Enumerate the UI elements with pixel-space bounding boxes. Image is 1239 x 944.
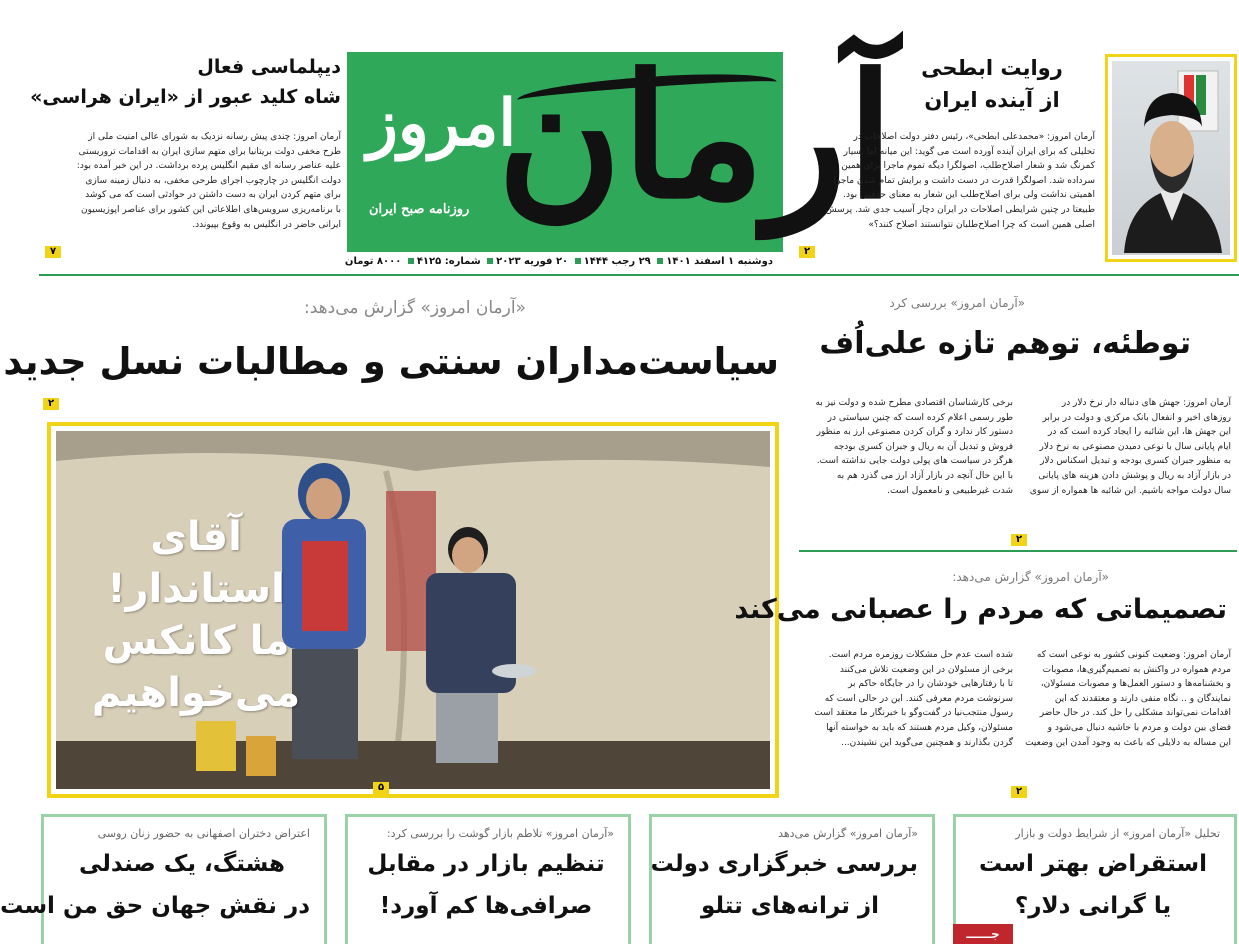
- angry-line: رسول منتجب‌نیا در گفت‌وگو با خبرنگار ما معتقد است: [814, 708, 1013, 719]
- abtahi-body-line: طبیعتا در چنین شرایطی اصلاحات در ایران دچار آسیب جدی شد. پرسش: [825, 204, 1095, 215]
- diplomacy-headline-2: شاه کلید عبور از «ایران هراسی»: [30, 86, 341, 108]
- bottom-box-kicker: اعتراض دختران اصفهانی به حضور زنان روسی: [97, 827, 310, 840]
- bottom-box-headline: تنظیم بازار در مقابل: [367, 851, 605, 877]
- aliyev-headline: توطئه، توهم تازه علی‌اُف: [819, 326, 1191, 361]
- aliyev-line: سال دولت مواجه باشیم. این شائبه ها همواره از سوی: [1029, 485, 1231, 496]
- bottom-box-kicker: «آرمان امروز» تلاطم بازار گوشت را بررسی کرد:: [386, 827, 614, 840]
- aliyev-page-badge: ۲: [1011, 534, 1027, 546]
- portrait-figure: [1114, 61, 1230, 253]
- aliyev-line: این جهش ها، این شائبه را ایجاد کرده است که در: [1048, 427, 1231, 438]
- angry-line: گردن بگذارند و همچنین می‌گوید این نشیندن...: [841, 737, 1013, 748]
- main-headline: سیاست‌مداران سنتی و مطالبات نسل جدید: [3, 340, 779, 383]
- angry-line: برخی از مسئولان در این وضعیت تلاش می‌کنند: [839, 664, 1013, 675]
- abtahi-body-line: تحلیلی که برای ایران آینده آورده است می گوید: این میانه اما بسیار: [843, 146, 1095, 157]
- angry-line: شده است عدم حل مشکلات روزمره مردم است.: [828, 650, 1013, 660]
- logo-main-text: آرمان: [497, 37, 895, 237]
- aliyev-col-left: [799, 396, 1013, 498]
- aliyev-line: به منظور جبران کسری بودجه و تبدیل اسکناس دلار: [1040, 456, 1231, 467]
- aliyev-line: آرمان امروز: جهش های دنباله دار نرخ دلار در: [1061, 398, 1231, 408]
- angry-col-left: [799, 648, 1013, 750]
- aliyev-line: روزهای اخیر و انفعال بانک مرکزی و دولت در برابر: [1042, 412, 1231, 423]
- masthead-logo: [347, 37, 895, 252]
- aliyev-line: در بازار آزاد به ریال و پوشش دادن هزینه های پایانی: [1038, 470, 1231, 481]
- abtahi-headline-2: از آینده ایران: [924, 88, 1060, 112]
- angry-col-right: [1025, 648, 1231, 750]
- diplomacy-body-line: با برنامه‌ریزی سرویس‌های اطلاعاتی این کشور برای عناصر اپوزیسیون: [80, 204, 341, 215]
- diplomacy-page-badge: ۷: [45, 246, 61, 258]
- photo-caption-line: می‌خواهیم: [91, 670, 301, 716]
- angry-line: اقدامات نمی‌تواند مشکلی را حل کند. در حال حاضر: [1039, 708, 1231, 719]
- aliyev-line: شدت غیرطبیعی و نامعمول است.: [887, 485, 1013, 496]
- diplomacy-body-line: علیه عناصر رسانه ای مقیم انگلیس پرده برداشت. در این خبر آمده بود:: [76, 161, 341, 172]
- diplomacy-body-line: ایرانی حاضر در انگلیس به وقوع بپیوندد.: [192, 219, 341, 230]
- watermark-logo: جــــــ: [953, 924, 1013, 944]
- abtahi-body-line: اصلی همین است که چرا اصلاح‌طلبان نتوانستند اصلاح کنند؟»: [868, 219, 1095, 230]
- abtahi-body-line: کمرنگ شد و شعار اصلاح‌طلب، اصولگرا دیگه تموم ماجرا برای همین: [841, 161, 1095, 172]
- aliyev-line: طور رسمی اعلام کرده است که چنین سیاستی در: [827, 412, 1013, 423]
- photo-caption-line: ما کانکس: [102, 618, 290, 664]
- bottom-box-loan: [953, 814, 1237, 944]
- photo-caption-line: استاندار!: [107, 566, 285, 612]
- bottom-box-headline: از ترانه‌های تتلو: [700, 893, 880, 919]
- photo-caption-line: آقای: [150, 514, 242, 560]
- aliyev-line: برخی کارشناسان اقتصادی مطرح شده و دولت نیز به: [815, 398, 1013, 408]
- abtahi-page-badge: ۲: [799, 246, 815, 258]
- angry-line: نمایندگان و .. نگاه منفی دارند و معتقدند که این: [1054, 693, 1231, 704]
- main-kicker: «آرمان امروز» گزارش می‌دهد:: [304, 298, 526, 318]
- angry-line: سرنوشت مردم معرفی کنند. این در حالی است که: [824, 693, 1013, 704]
- abtahi-body: [799, 130, 1095, 232]
- logo-tagline: روزنامه صبح ایران: [369, 202, 470, 217]
- photo-caption: [86, 511, 306, 719]
- angry-line: فضای بین دولت و مردم با حاشیه دنبال می‌شود و: [1047, 722, 1231, 733]
- angry-line: تا با رفتارهایی خودشان را در جایگاه حاکم بر: [848, 679, 1013, 690]
- angry-page-badge: ۲: [1011, 786, 1027, 798]
- date-hijri: ۲۹ رجب ۱۴۴۴: [583, 256, 651, 267]
- aliyev-kicker: «آرمان امروز» بررسی کرد: [889, 296, 1025, 310]
- angry-headline: تصمیماتی که مردم را عصبانی می‌کند: [734, 594, 1227, 625]
- bottom-box-headline: یا گرانی دلار؟: [1014, 893, 1172, 919]
- photo-frame: [47, 422, 779, 798]
- abtahi-headline-1: روایت ابطحی: [921, 56, 1063, 80]
- angry-line: این مساله به دلایلی که باعث به وجود آمدن این وضعیت: [1025, 737, 1231, 748]
- bottom-box-headline: استقراض بهتر است: [979, 851, 1207, 877]
- bottom-box-kicker: تحلیل «آرمان امروز» از شرایط دولت و بازار: [1015, 827, 1220, 840]
- dateline: [344, 256, 773, 267]
- bottom-box-headline: صرافی‌ها کم آورد!: [379, 893, 593, 919]
- aliyev-col-right: [1025, 396, 1231, 498]
- diplomacy-body-line: برای متهم کردن ایران به دست داشتن در حوادثی است که می کوشد: [85, 190, 341, 201]
- bottom-box-headline: در نقش جهان حق من است: [0, 893, 310, 919]
- bottom-box-kicker: «آرمان امروز» گزارش می‌دهد: [778, 827, 918, 840]
- portrait-frame: [1105, 54, 1237, 262]
- abtahi-body-line: سرداده شد. اصولگرا قدرت در دست داشت و برایش تمام شدن ماجرا: [833, 175, 1095, 186]
- abtahi-body-line: آرمان امروز: «محمدعلی ابطحی»، رئیس دفتر دولت اصلاحات در: [853, 132, 1095, 142]
- main-photo: [56, 431, 770, 789]
- main-page-badge: ۲: [43, 398, 59, 410]
- date-gregorian: ۲۰ فوریه ۲۰۲۳: [496, 256, 569, 267]
- price: ۸۰۰۰ تومان: [344, 256, 402, 267]
- aliyev-line: هرگز در سیاست های پولی دولت جایی نداشته است.: [816, 456, 1013, 467]
- portrait-image: [1112, 61, 1230, 255]
- diplomacy-body-line: آرمان امروز: چندی پیش رسانه نزدیک به شورای عالی امنیت ملی از: [88, 132, 341, 142]
- bottom-box-tataloo: [649, 814, 935, 944]
- aliyev-line: ایام پایانی سال با نوعی دمیدن مصنوعی به نرخ دلار: [1039, 441, 1231, 452]
- aliyev-line: دستور کار ندارد و گران کردن مصنوعی ارز به منظور: [816, 427, 1013, 438]
- right-divider: [799, 550, 1237, 552]
- diplomacy-headline-1: دیپلماسی فعال: [197, 56, 341, 78]
- angry-line: مسئولان، وکیل مردم هستند که باید به خواسته آنها: [826, 722, 1013, 733]
- diplomacy-body-line: دولت انگلیس در چارچوب اجرای طرحی مخفی، به دنبال زمینه سازی: [85, 175, 341, 186]
- angry-line: و بخشنامه‌ها و دستور العمل‌ها و مصوبات مسئولان،: [1040, 679, 1231, 690]
- date-weekday: دوشنبه ۱ اسفند ۱۴۰۱: [666, 256, 773, 267]
- diplomacy-body: [47, 130, 341, 232]
- bottom-box-market: [345, 814, 631, 944]
- issue-number: شماره: ۴۱۲۵: [416, 256, 481, 267]
- photo-page-badge: ۵: [373, 782, 389, 794]
- masthead-divider: [39, 274, 1239, 276]
- angry-kicker: «آرمان امروز» گزارش می‌دهد:: [952, 570, 1109, 584]
- aliyev-line: با این حال آنچه در بازار آزاد ارز می گذرد هم به: [836, 470, 1013, 481]
- bottom-box-headline: بررسی خبرگزاری دولت: [650, 851, 918, 877]
- angry-line: مردم همواره در واکنش به تصمیم‌گیری‌ها، مصوبات: [1042, 664, 1231, 675]
- aliyev-line: فروش و تبدیل آن به ریال و جبران کسری بودجه: [833, 441, 1013, 452]
- abtahi-body-line: اهمیتی نداشت ولی برای اصلاح‌طلب این شعار به معنای حذفش بود.: [843, 190, 1095, 201]
- bottom-box-headline: هشتگ، یک صندلی: [78, 851, 286, 877]
- diplomacy-body-line: طرح مخفی دولت بریتانیا برای متهم سازی ایران به اقدامات تروریستی: [78, 146, 341, 157]
- bottom-box-hashtag: [0, 814, 327, 944]
- angry-line: آرمان امروز: وضعیت کنونی کشور به نوعی است که: [1036, 650, 1231, 660]
- logo-sub-text: امروز: [367, 86, 517, 161]
